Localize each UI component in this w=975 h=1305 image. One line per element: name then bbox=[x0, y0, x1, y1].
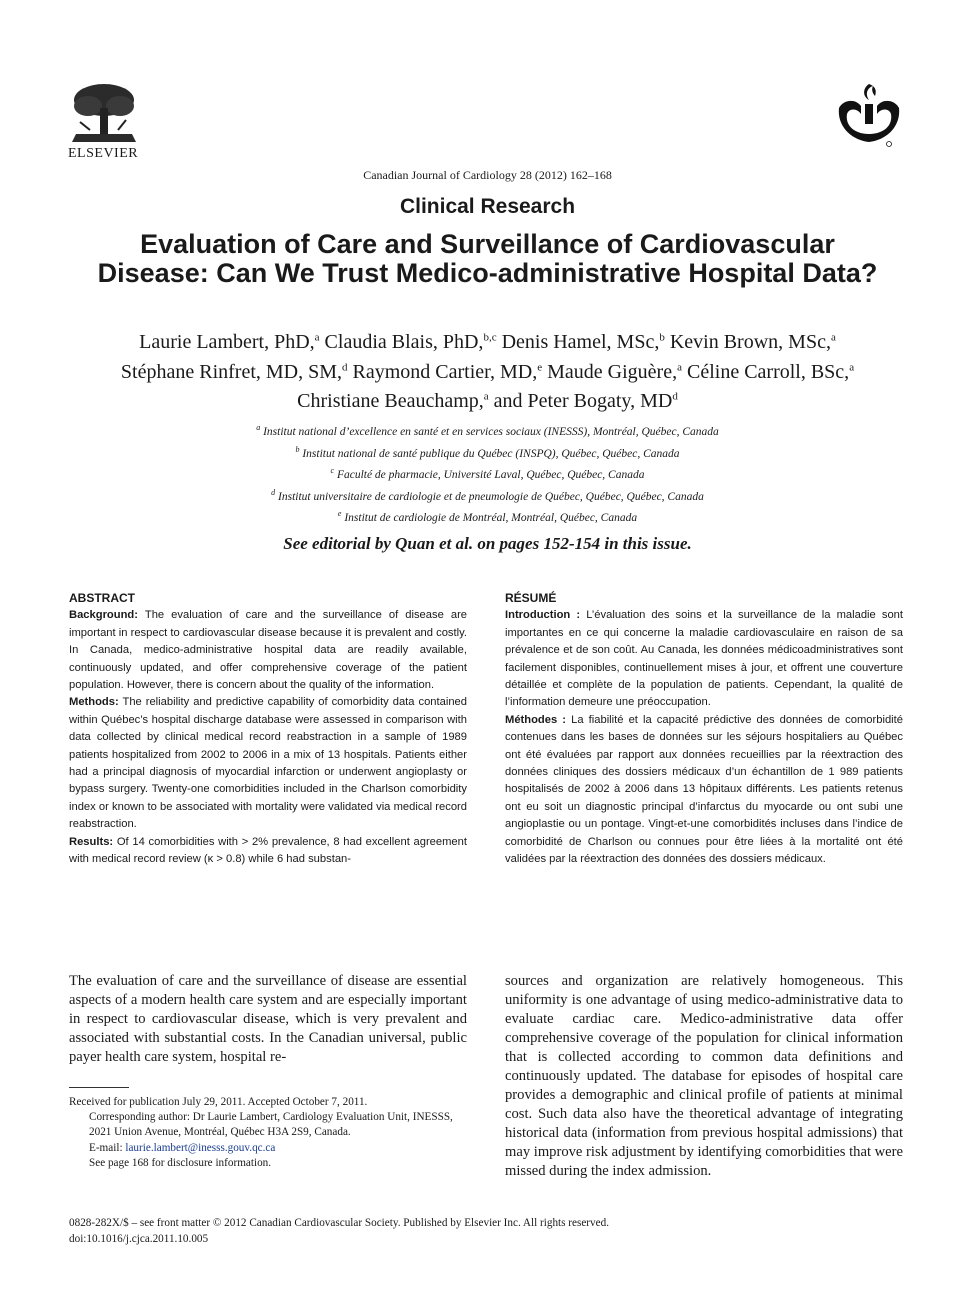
email-label: E-mail: bbox=[89, 1141, 123, 1154]
article-title: Evaluation of Care and Surveillance of Cardiovascular Disease: Can We Trust Medico-administrative Hospital Data? bbox=[97, 229, 878, 288]
abstract-section bbox=[505, 712, 903, 869]
journal-reference: Canadian Journal of Cardiology 28 (2012) 162–168 bbox=[363, 168, 612, 182]
abstract-section-label: Méthodes : bbox=[505, 713, 567, 726]
abstract-section bbox=[69, 607, 467, 694]
affiliation bbox=[0, 444, 975, 466]
abstract-section-text: La fiabilité et la capacité prédictive des données de comorbidité contenues dans les bases de données sur les séjours hospitaliers au Québec ont été évaluées par rapport aux données recueillies par la réextraction des données cliniques des dossiers médicaux d’un échantillon de 1 989 patients hospitalisés de 2002 à 2006 dans 13 hôpitaux différents. Les patients retenus ont eu soit un diagnostic principal d’infarctus du myocarde ou ont subi une angioplastie ou un pontage. Vingt-et-une comorbidités incluses dans l’indice de comorbidité de Charlson ou connues pour être liées à la mortalité ont été validées par la réextraction des données des dossiers médicaux. bbox=[505, 713, 903, 866]
author: and Peter Bogaty, MD bbox=[493, 390, 673, 412]
author: Maude Giguère, bbox=[547, 360, 678, 383]
author-affiliation-mark: a bbox=[849, 360, 855, 373]
copyright: 0828-282X/$ – see front matter © 2012 Canadian Cardiovascular Society. Published by Elsevier Inc. All rights reserved. bbox=[69, 1217, 609, 1229]
body-paragraph: sources and organization are relatively homogeneous. This uniformity is one advantage of using medico-administrative data to evaluate cardiac care. Medico-administrative data offer comprehensive coverage of the population for clinical information that is collected according to common data definitions and continuously updated. The database for episodes of hospital care provides a demographic and clinical profile of patients at minimal cost. Such data also have the theoretical advantage of integrating historical data (information from previous hospital admissions) that may improve risk adjustment by identifying comorbidities that were missed during the index admission. bbox=[505, 973, 904, 1179]
abstract-french bbox=[505, 590, 903, 869]
footnote-divider bbox=[69, 1087, 129, 1088]
author: Stéphane Rinfret, MD, SM, bbox=[120, 360, 343, 383]
body-column-left bbox=[69, 972, 467, 1067]
author: Christiane Beauchamp, bbox=[297, 390, 484, 412]
abstract-section bbox=[69, 834, 467, 869]
author: Claudia Blais, PhD, bbox=[324, 331, 484, 353]
received-date: Received for publication July 29, 2011. Accepted October 7, 2011. bbox=[69, 1096, 368, 1108]
affiliation-text: Institut national de santé publique du Québec (INSPQ), Québec, Québec, Canada bbox=[302, 447, 680, 460]
footnotes bbox=[69, 1095, 469, 1171]
corresponding-author: Corresponding author: Dr Laurie Lambert, Cardiology Evaluation Unit, INESSS, 2021 Union Avenue, Montréal, Québec H3A 2S9, Canada. bbox=[89, 1111, 453, 1139]
author: Raymond Cartier, MD, bbox=[352, 360, 538, 383]
abstract-section-label: Methods: bbox=[69, 696, 119, 709]
abstract-section bbox=[69, 694, 467, 833]
author-affiliation-mark: a bbox=[314, 331, 320, 344]
page-footer bbox=[69, 1216, 609, 1247]
author-affiliation-mark: e bbox=[537, 360, 543, 373]
author: Kevin Brown, MSc, bbox=[669, 331, 831, 353]
affiliation-key: a bbox=[256, 423, 261, 433]
author-affiliation-mark: a bbox=[677, 360, 682, 373]
author-affiliation-mark: d bbox=[672, 390, 678, 403]
editorial-note: See editorial by Quan et al. on pages 152-154 in this issue. bbox=[283, 534, 692, 553]
affiliation-list bbox=[0, 422, 975, 530]
author-affiliation-mark: a bbox=[483, 390, 489, 403]
abstract-section-text: Of 14 comorbidities with > 2% prevalence, 8 had excellent agreement with medical record review (κ > 0.8) while 6 had substan- bbox=[69, 835, 467, 866]
affiliation-key: e bbox=[337, 509, 342, 519]
author-affiliation-mark: d bbox=[342, 360, 348, 373]
body-column-right bbox=[505, 972, 903, 1181]
abstract-section-text: L’évaluation des soins et la surveillance de la maladie sont importantes en ce qui concerne la maladie cardiovasculaire en raison de sa prévalence et de son coût. Au Canada, les données médicoadministratives sont facilement disponibles, continuellement mises à jour, et offrent une couverture détaillée et complète de la population de patients. Cependant, la qualité de l’information demeure une préoccupation. bbox=[505, 609, 903, 709]
author: Laurie Lambert, PhD, bbox=[139, 331, 315, 353]
affiliation-key: b bbox=[295, 444, 300, 454]
abstract-heading: RÉSUMÉ bbox=[505, 591, 557, 605]
publisher-name: ELSEVIER bbox=[68, 146, 139, 161]
email-line bbox=[69, 1141, 469, 1156]
abstract-section-text: The evaluation of care and the surveillance of disease are important in respect to cardiovascular disease because it is prevalent and costly. In Canada, medico-administrative hospital data are readily available, continuously updated, and offer comprehensive coverage of the patient population. However, there is concern about the quality of the information. bbox=[69, 609, 468, 692]
body-paragraph: The evaluation of care and the surveillance of disease are essential aspects of a modern health care system and are especially important in respect to cardiovascular disease, which is very prevalent and associated with substantial costs. In the Canadian universal, public payer health care system, hospital re- bbox=[69, 973, 467, 1065]
doi: doi:10.1016/j.cjca.2011.10.005 bbox=[69, 1232, 209, 1245]
email-link[interactable]: laurie.lambert@inesss.gouv.qc.ca bbox=[125, 1141, 276, 1154]
abstract-section-label: Results: bbox=[69, 835, 114, 848]
author-list bbox=[60, 328, 915, 417]
affiliation bbox=[0, 487, 975, 509]
abstract-heading: ABSTRACT bbox=[69, 591, 135, 605]
abstract-section-text: The reliability and predictive capability of comorbidity data contained within Québec’s hospital discharge database were assessed in comparison with data collected by clinical medical record reabstraction in a sample of 1989 patients hospitalized from 2002 to 2006 in a mix of 13 hospitals. Patients either had a principal diagnosis of myocardial infarction or underwent angioplasty or bypass surgery. Twenty-one comorbidities included in the Charlson comorbidity index or known to be associated with mortality were validated via medical record reabstraction. bbox=[69, 696, 467, 831]
affiliation-key: c bbox=[330, 466, 335, 476]
abstract-section-label: Background: bbox=[69, 609, 138, 622]
section-label: Clinical Research bbox=[399, 195, 576, 218]
author-affiliation-mark: b,c bbox=[483, 331, 497, 344]
affiliation bbox=[0, 465, 975, 487]
elsevier-logo bbox=[66, 80, 146, 162]
affiliation bbox=[0, 508, 975, 530]
author: Céline Carroll, BSc, bbox=[686, 360, 850, 383]
affiliation bbox=[0, 422, 975, 444]
affiliation-key: d bbox=[271, 487, 276, 497]
affiliation-text: Institut universitaire de cardiologie et de pneumologie de Québec, Québec, Québec, Canada bbox=[278, 490, 704, 503]
affiliation-text: Faculté de pharmacie, Université Laval, Québec, Québec, Canada bbox=[336, 469, 645, 481]
ccs-heart-logo bbox=[829, 78, 909, 150]
abstract-english bbox=[69, 590, 467, 869]
author: Denis Hamel, MSc, bbox=[501, 331, 660, 353]
disclosure-note: See page 168 for disclosure information. bbox=[89, 1156, 272, 1169]
author-affiliation-mark: a bbox=[830, 331, 836, 344]
affiliation-text: Institut national d’excellence en santé et en services sociaux (INESSS), Montréal, Québec, Canada bbox=[263, 426, 719, 438]
affiliation-text: Institut de cardiologie de Montréal, Montréal, Québec, Canada bbox=[344, 512, 638, 524]
heart-logo-icon bbox=[829, 78, 909, 150]
abstract-section bbox=[505, 607, 903, 711]
abstract-section-label: Introduction : bbox=[505, 609, 581, 622]
author-affiliation-mark: b bbox=[659, 331, 665, 344]
elsevier-tree-icon bbox=[66, 80, 142, 144]
